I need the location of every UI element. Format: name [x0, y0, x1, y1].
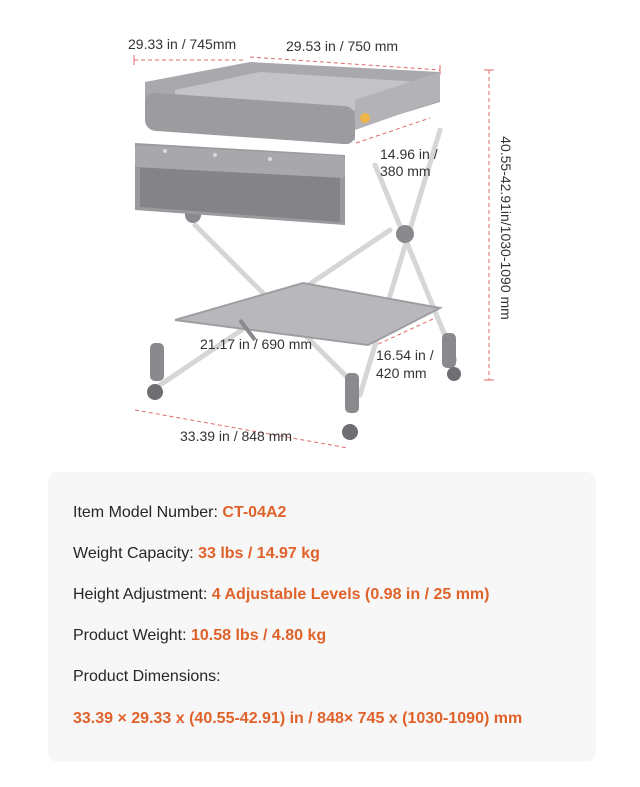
spec-product-dimensions — [73, 668, 221, 686]
shelf-depth-label-1: 16.54 in / — [376, 347, 434, 363]
spec-model-number — [73, 504, 286, 522]
specs-card — [48, 472, 596, 762]
shelf-depth-label-2: 420 mm — [376, 365, 427, 381]
spec-product-weight — [73, 627, 326, 645]
spec-value: 10.58 lbs / 4.80 kg — [190, 627, 327, 644]
spec-value: CT-04A2 — [222, 504, 287, 521]
tray-depth-label-1: 14.96 in / — [380, 146, 438, 162]
spec-label: Weight Capacity: — [73, 545, 199, 562]
changing-top — [145, 62, 440, 145]
spec-label: Item Model Number: — [73, 504, 223, 521]
shelf-width-label: 21.17 in / 690 mm — [200, 336, 313, 352]
width-top-label: 29.53 in / 750 mm — [286, 38, 399, 54]
duck-print — [360, 113, 370, 123]
storage-basket — [135, 143, 345, 225]
depth-top-label: 29.33 in / 745mm — [128, 36, 237, 52]
spec-weight-capacity — [73, 545, 320, 563]
spec-height-adjustment — [73, 586, 489, 604]
spec-label: Height Adjustment: — [73, 586, 212, 603]
spec-label: Product Dimensions: — [73, 668, 221, 685]
spec-value: 33 lbs / 14.97 kg — [198, 545, 320, 562]
base-width-label: 33.39 in / 848 mm — [180, 428, 293, 444]
spec-product-dimensions-value: 33.39 × 29.33 x (40.55-42.91) in / 848× 745 x (1030-1090) mm — [73, 710, 523, 727]
spec-label: Product Weight: — [73, 627, 191, 644]
spec-value: 4 Adjustable Levels (0.98 in / 25 mm) — [211, 586, 490, 603]
height-label: 40.55-42.91in/1030-1090 mm — [498, 136, 514, 320]
tray-depth-label-2: 380 mm — [380, 163, 431, 179]
